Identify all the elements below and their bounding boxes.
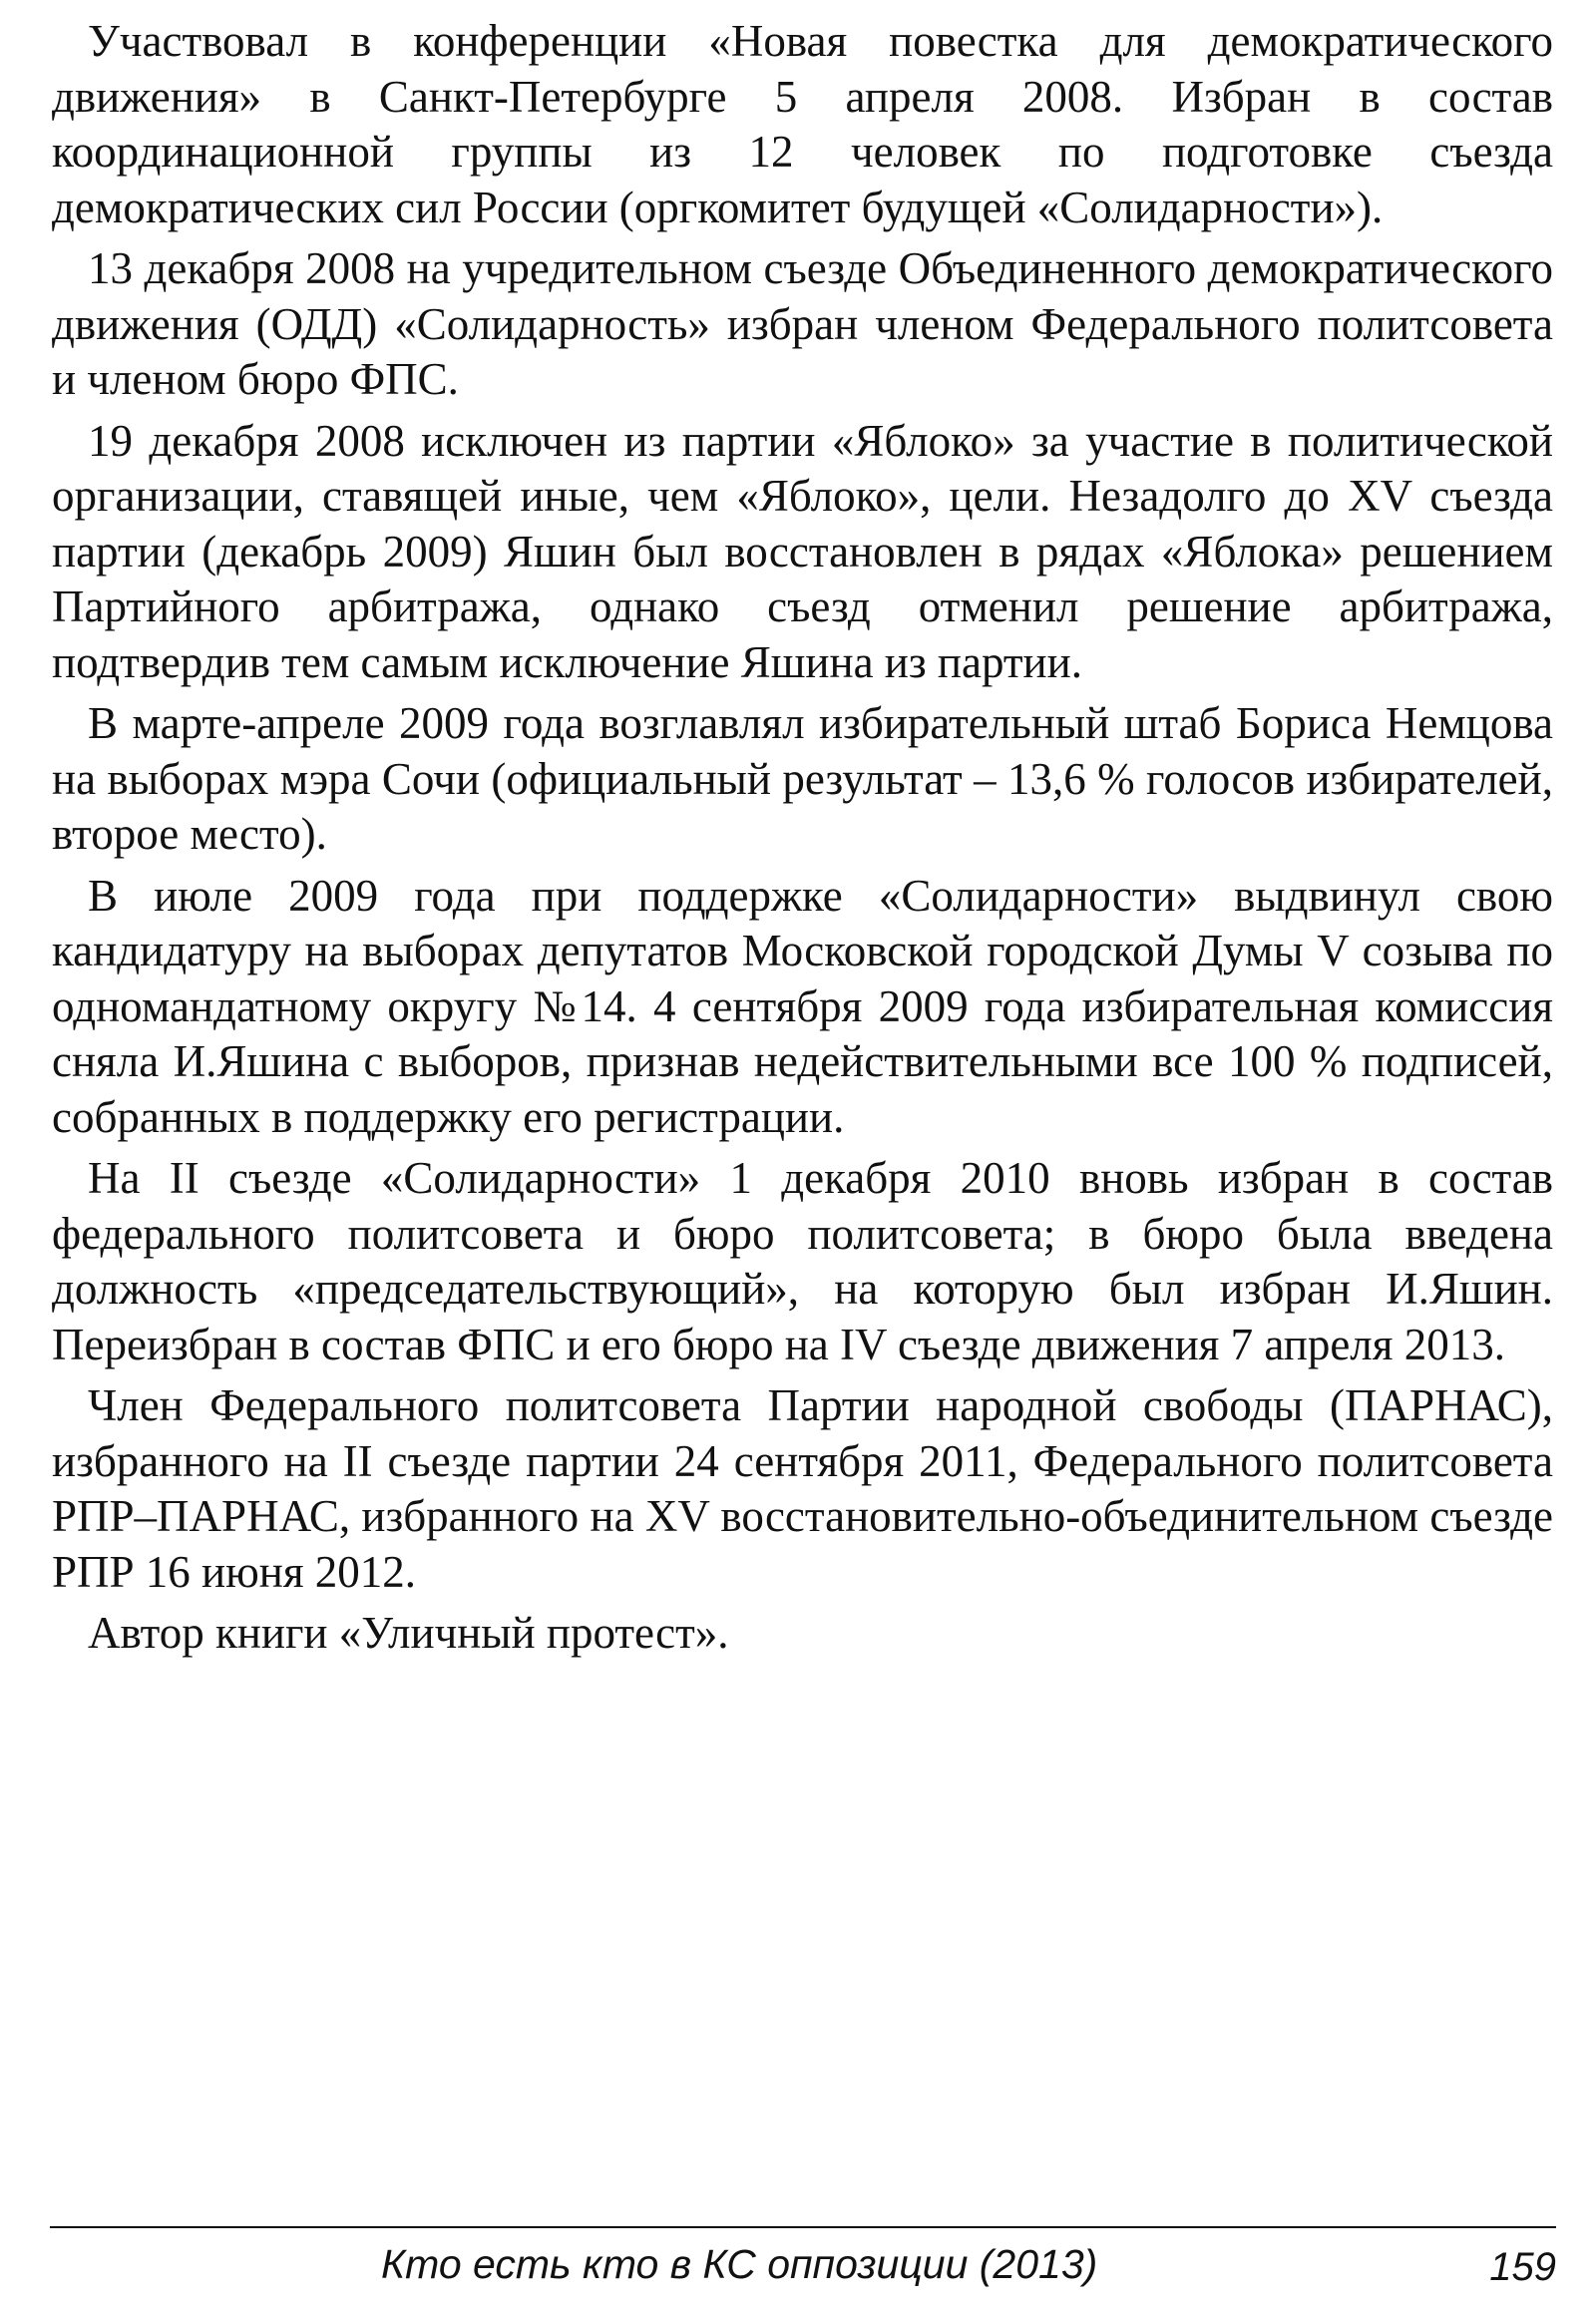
paragraph-yabloko-exclusion: 19 декабря 2008 исключен из партии «Яблоко» за участие в политической организации, ставящей иные, чем «Яблоко», цели. Незадолго до XV съезда партии (декабрь 2009) Яшин был восстановлен в рядах «Яблока» решением Партийного арбитража, однако съезд отменил решение арбитража, подтвердив тем самым исключение Яшина из партии. [52,415,1553,687]
footer-title: Кто есть кто в КС оппозиции (2013) [381,2241,1098,2287]
document-body [52,14,1553,1668]
paragraph-odd-founding: 13 декабря 2008 на учредительном съезде Объединенного демократического движения (ОДД) «Солидарность» избран членом Федерального политсовета и членом бюро ФПС. [52,243,1553,404]
paragraph-second-congress: На II съезде «Солидарности» 1 декабря 2010 вновь избран в состав федерального политсовета и бюро политсовета; в бюро была введена должность «председательствующий», на которую был избран И.Яшин. Переизбран в состав ФПС и его бюро на IV съезде движения 7 апреля 2013. [52,1153,1553,1369]
paragraph-book-author: Автор книги «Уличный протест». [88,1608,729,1658]
page-number: 159 [1489,2245,1556,2289]
paragraph-moscow-duma-candidacy: В июле 2009 года при поддержке «Солидарности» выдвинул свою кандидатуру на выборах депутатов Московской городской Думы V созыва по одномандатному округу №14. 4 сентября 2009 года избирательная комиссия сняла И.Яшина с выборов, признав недействительными все 100 % подписей, собранных в поддержку его регистрации. [52,870,1553,1142]
paragraph-sochi-campaign: В марте-апреле 2009 года возглавлял избирательный штаб Бориса Немцова на выборах мэра Сочи (официальный результат – 13,6 % голосов избирателей, второе место). [52,698,1553,859]
paragraph-parnas-membership: Член Федерального политсовета Партии народной свободы (ПАРНАС), избранного на II съезде партии 24 сентября 2011, Федерального политсовета РПР–ПАРНАС, избранного на XV восстановительно-объединительном съезде РПР 16 июня 2012. [52,1380,1553,1597]
footer-divider [50,2226,1556,2228]
paragraph-forum-participation: Участвовал в конференции «Новая повестка для демократического движения» в Санкт-Петербурге 5 апреля 2008. Избран в состав координационной группы из 12 человек по подготовке съезда демократических сил России (оргкомитет будущей «Солидарности»). [52,16,1553,232]
